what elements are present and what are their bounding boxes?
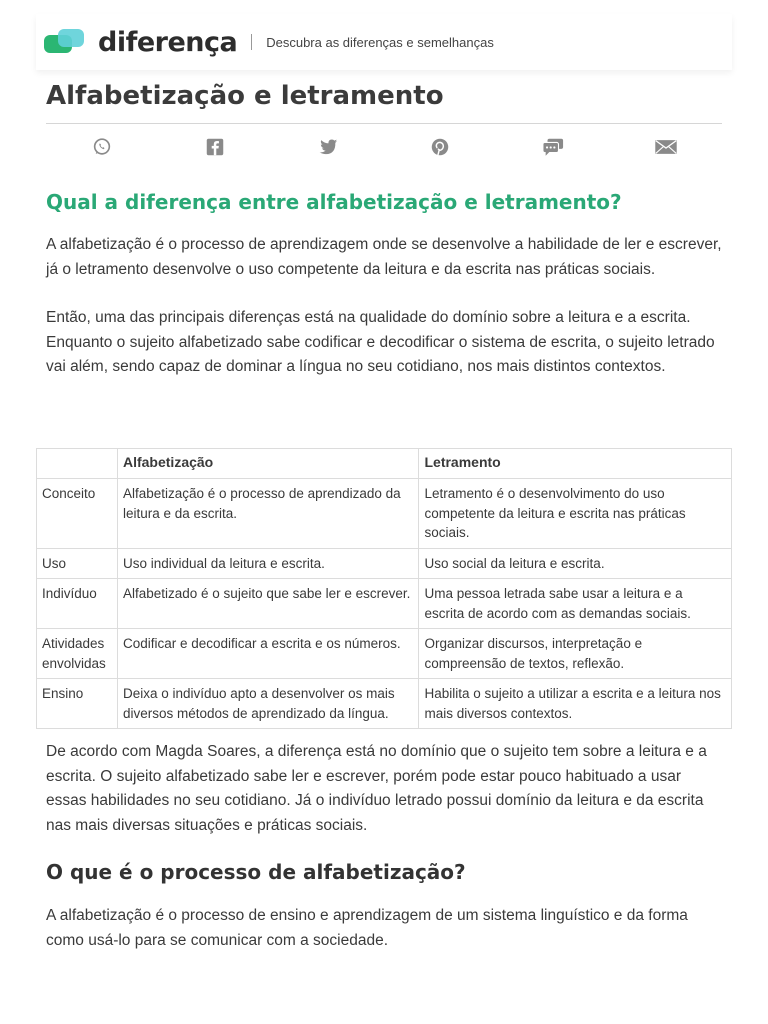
logo-mark-icon [44,27,88,57]
site-header [36,14,732,70]
table-header-row [37,449,732,479]
table-cell-letramento: Habilita o sujeito a utilizar a escrita e a leitura nos mais diversos contextos. [419,679,732,729]
article-continued [46,740,722,954]
table-cell-letramento: Organizar discursos, interpretação e compreensão de textos, reflexão. [419,629,732,679]
comparison-table [36,448,732,729]
table-row [37,579,732,629]
email-icon[interactable] [654,135,678,159]
table-header-empty [37,449,118,479]
table-cell-alfabetizacao: Deixa o indivíduo apto a desenvolver os mais diversos métodos de aprendizado da língua. [117,679,419,729]
table-cell-alfabetizacao: Codificar e decodificar a escrita e os números. [117,629,419,679]
site-tagline: Descubra as diferenças e semelhanças [266,34,494,50]
table-row [37,679,732,729]
paragraph-main-difference: Então, uma das principais diferenças está na qualidade do domínio sobre a leitura e a escrita. Enquanto o sujeito alfabetizado sabe codificar e decodificar o sistema de escrita, o sujeito letrado vai além, sendo capaz de dominar a língua no seu cotidiano, nos mais distintos contextos. [46,309,715,376]
twitter-icon[interactable] [316,135,340,159]
whatsapp-icon[interactable] [90,135,114,159]
paragraph-intro: A alfabetização é o processo de aprendizagem onde se desenvolve a habilidade de ler e escrever, já o letramento desenvolve o uso competente da leitura e da escrita nas práticas sociais. [46,236,722,278]
table-cell-letramento: Uma pessoa letrada sabe usar a leitura e a escrita de acordo com as demandas sociais. [419,579,732,629]
table-cell-alfabetizacao: Alfabetização é o processo de aprendizado da leitura e da escrita. [117,479,419,549]
table-row [37,479,732,549]
facebook-icon[interactable] [203,135,227,159]
section-heading-difference: Qual a diferença entre alfabetização e letramento? [46,190,622,214]
table-row [37,548,732,579]
table-cell-criterion: Indivíduo [37,579,118,629]
table-cell-criterion: Ensino [37,679,118,729]
table-cell-criterion: Conceito [37,479,118,549]
table-cell-alfabetizacao: Uso individual da leitura e escrita. [117,548,419,579]
paragraph-magda-soares: De acordo com Magda Soares, a diferença está no domínio que o sujeito tem sobre a leitura e a escrita. O sujeito alfabetizado sabe ler e escrever, porém pode estar pouco habituado a usar essas habilidades no seu cotidiano. Já o indivíduo letrado possui domínio da leitura e da escrita nas mais diversas situações e práticas sociais. [46,743,707,834]
section-heading-process: O que é o processo de alfabetização? [46,860,466,885]
pinterest-icon[interactable] [428,135,452,159]
comments-icon[interactable] [541,135,565,159]
header-divider [251,34,252,50]
brand-name: diferença [98,26,238,58]
table-cell-criterion: Uso [37,548,118,579]
article [46,72,722,380]
paragraph-process: A alfabetização é o processo de ensino e aprendizagem de um sistema linguístico e da forma como usá-lo para se comunicar com a sociedade. [46,907,688,949]
table-row [37,629,732,679]
table-cell-letramento: Uso social da leitura e escrita. [419,548,732,579]
table-header-alfabetizacao: Alfabetização [117,449,419,479]
share-bar [46,124,722,170]
table-cell-letramento: Letramento é o desenvolvimento do uso competente da leitura e escrita nas práticas sociais. [419,479,732,549]
table-cell-criterion: Atividades envolvidas [37,629,118,679]
page-title: Alfabetização e letramento [46,81,444,111]
site-logo[interactable] [44,27,237,58]
table-header-letramento: Letramento [419,449,732,479]
table-cell-alfabetizacao: Alfabetizado é o sujeito que sabe ler e escrever. [117,579,419,629]
